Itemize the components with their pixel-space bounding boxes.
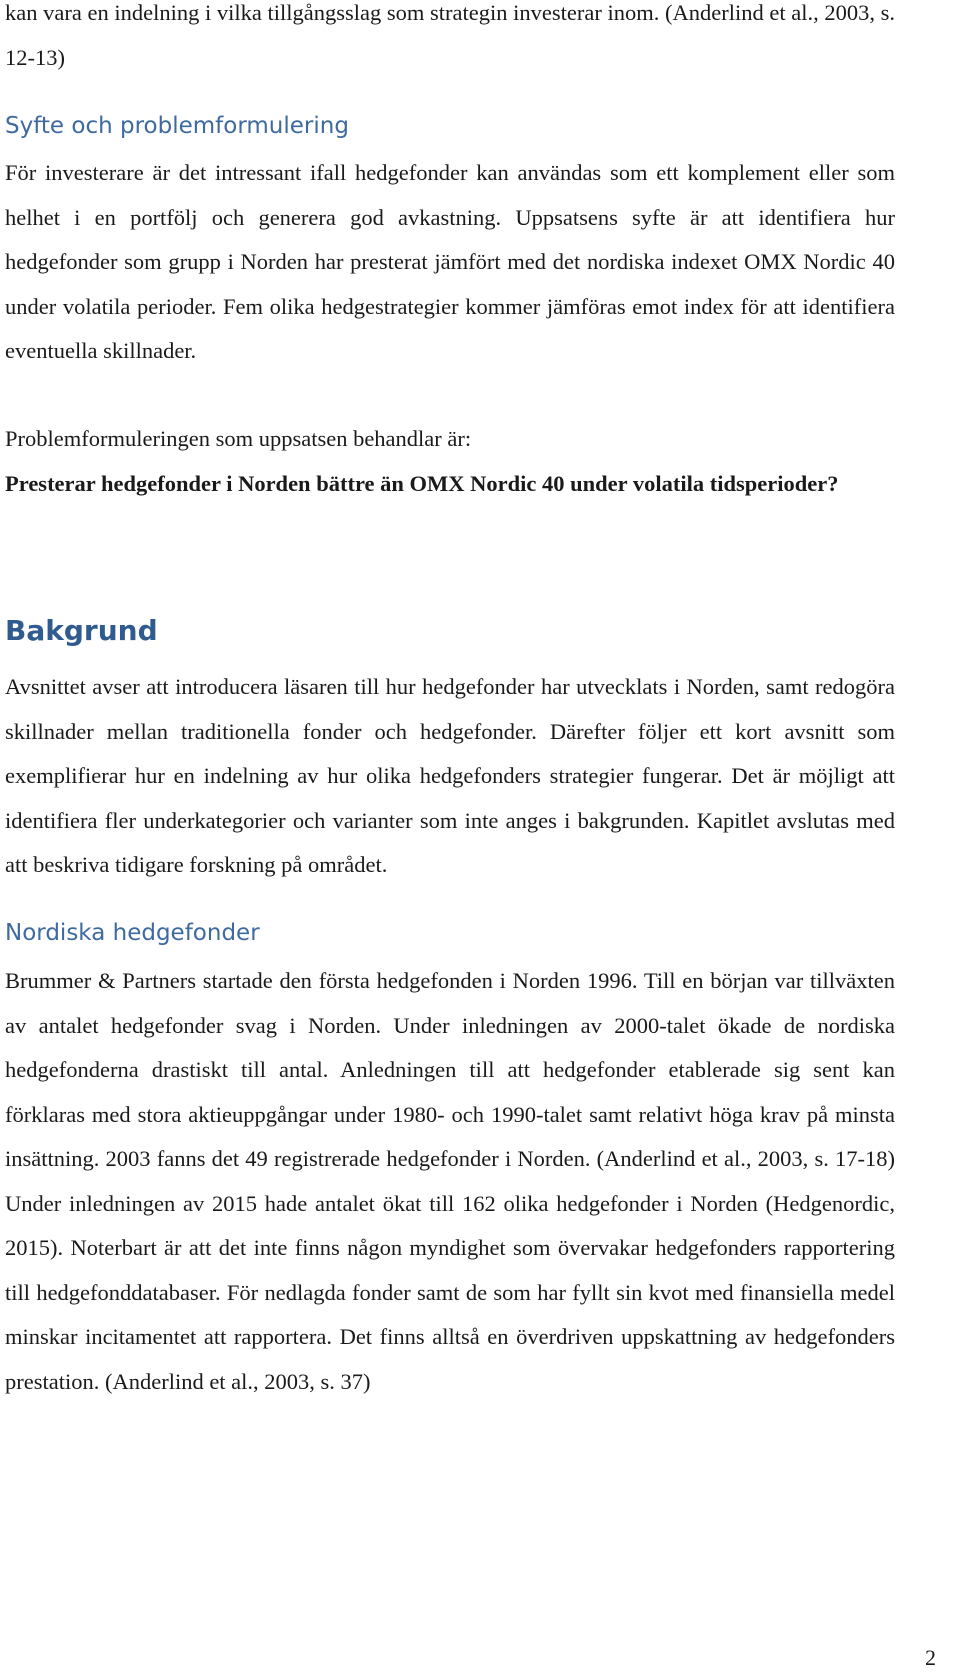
syfte-paragraph: För investerare är det intressant ifall hedgefonder kan användas som ett komplement eller som helhet i en portfölj och generera god avkastning. Uppsatsens syfte är att identifiera hur hedgefonder som grupp i Norden har presterat jämfört med det nordiska indexet OMX Nordic 40 under volatila perioder. Fem olika hedgestrategier kommer jämföras emot index för att identifiera eventuella skillnader. [5,160,895,363]
section-heading-nordiska: Nordiska hedgefonder [5,920,260,946]
intro-continued-paragraph: kan vara en indelning i vilka tillgångsslag som strategin investerar inom. (Anderlind et al., 2003, s. 12-13) [5,0,895,70]
bakgrund-paragraph: Avsnittet avser att introducera läsaren till hur hedgefonder har utvecklats i Norden, samt redogöra skillnader mellan traditionella fonder och hedgefonder. Därefter följer ett kort avsnitt som exemplifierar hur en indelning av hur olika hedgefonders strategier fungerar. Det är möjligt att identifiera fler underkategorier och varianter som inte anges i bakgrunden. Kapitlet avslutas med att beskriva tidigare forskning på området. [5,674,895,877]
problem-question: Presterar hedgefonder i Norden bättre än OMX Nordic 40 under volatila tidsperioder? [5,471,839,496]
problem-intro: Problemformuleringen som uppsatsen behandlar är: [5,426,472,451]
page-number: 2 [925,1645,936,1670]
section-heading-syfte: Syfte och problemformulering [5,113,349,139]
nordiska-paragraph: Brummer & Partners startade den första hedgefonden i Norden 1996. Till en början var tillväxten av antalet hedgefonder svag i Norden. Under inledningen av 2000-talet ökade de nordiska hedgefonderna drastiskt till antal. Anledningen till att hedgefonder etablerade sig sent kan förklaras med stora aktieuppgångar under 1980- och 1990-talet samt relativt höga krav på minsta insättning. 2003 fanns det 49 registrerade hedgefonder i Norden. (Anderlind et al., 2003, s. 17-18) Under inledningen av 2015 hade antalet ökat till 162 olika hedgefonder i Norden (Hedgenordic, 2015). Noterbart är att det inte finns någon myndighet som övervakar hedgefonders rapportering till hedgefonddatabaser. För nedlagda fonder samt de som har fyllt sin kvot med finansiella medel minskar incitamentet att rapportera. Det finns alltså en överdriven uppskattning av hedgefonders prestation. (Anderlind et al., 2003, s. 37) [5,968,895,1394]
section-heading-bakgrund: Bakgrund [5,614,158,647]
